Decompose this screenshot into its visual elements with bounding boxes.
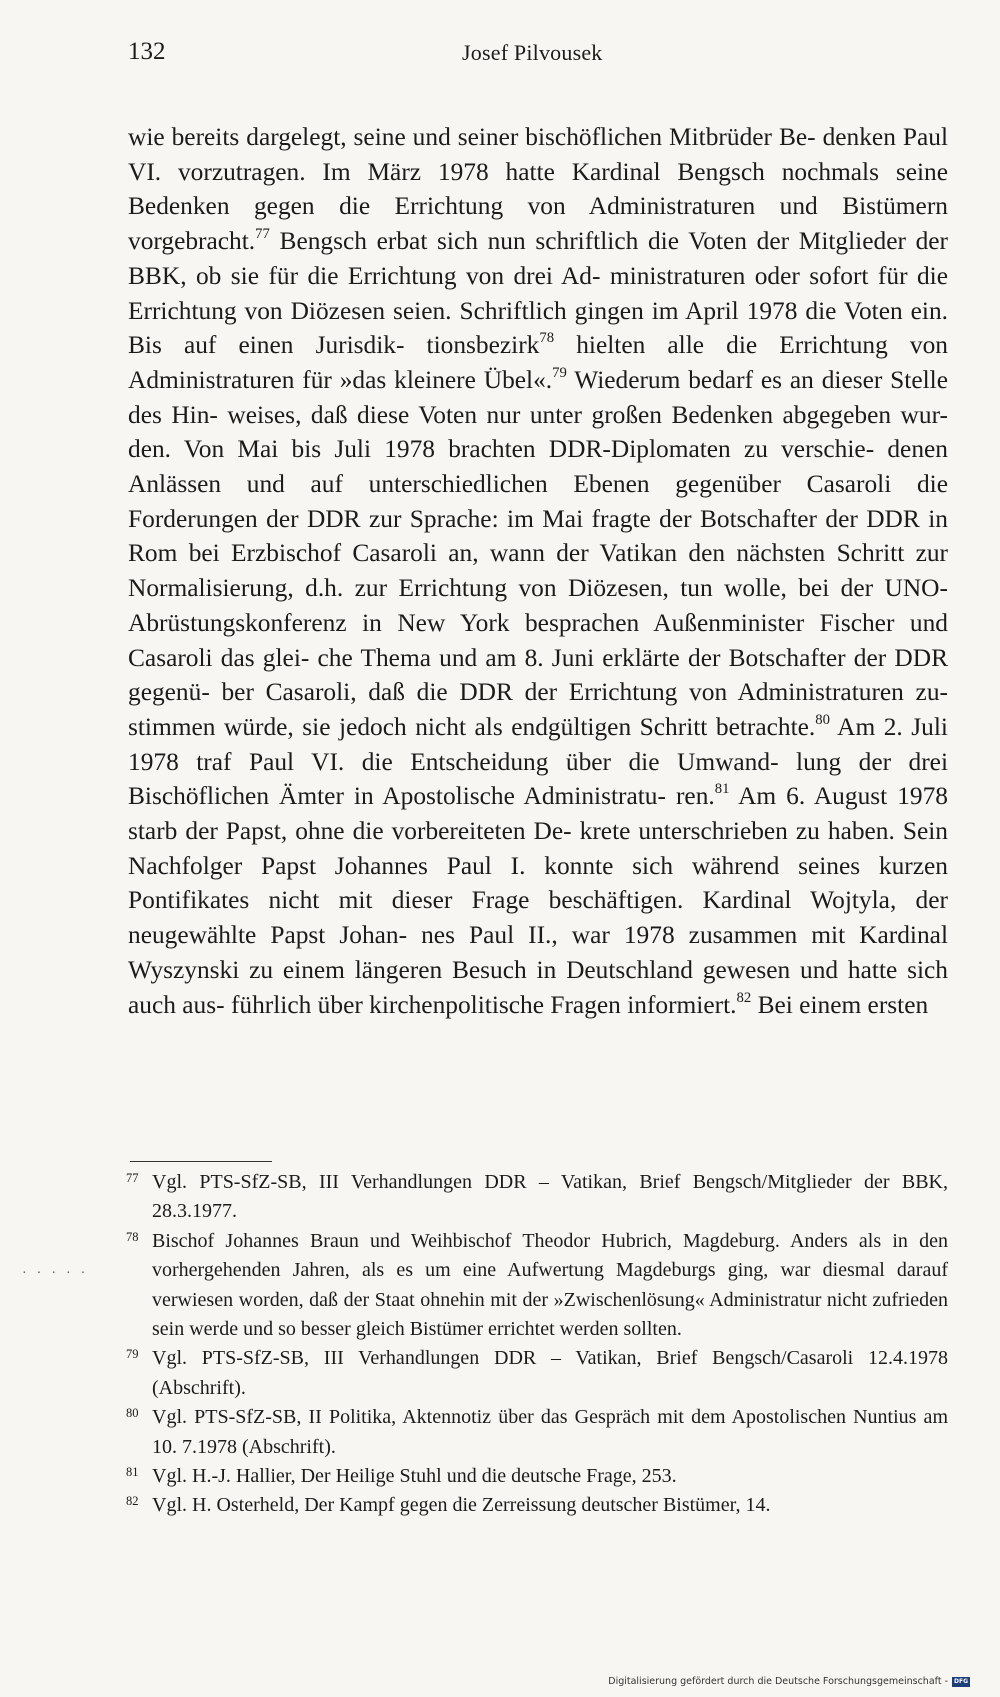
footnote-text: Vgl. H.-J. Hallier, Der Heilige Stuhl und die deutsche Frage, 253. bbox=[152, 1465, 677, 1488]
footnote bbox=[126, 1491, 948, 1520]
text-line: nes Paul II., war 1978 zusammen mit Kardinal Wyszynski zu einem bbox=[128, 921, 948, 984]
text-line: wie bereits dargelegt, seine und seiner bischöflichen Mitbrüder Be- bbox=[128, 123, 816, 151]
page-header bbox=[128, 38, 948, 78]
text-line: hielten alle die Errichtung von Administraturen für bbox=[128, 331, 948, 394]
text-line: New York besprachen Außenminister Fischer und Casaroli das glei- bbox=[128, 608, 948, 672]
text-line: lung der drei Bischöflichen Ämter in Apostolische Administratu- bbox=[128, 747, 948, 811]
footnote-number: 80 bbox=[126, 1406, 139, 1421]
text-line: und Bistümern vorgebracht. bbox=[128, 192, 948, 256]
footnote-ref: 79 bbox=[552, 364, 567, 381]
footnote bbox=[126, 1344, 948, 1403]
text-line: Wiederum bedarf es an dieser Stelle des Hin- bbox=[128, 365, 949, 429]
text-line: tionsbezirk bbox=[426, 331, 540, 360]
text-line: »das kleinere Übel«. bbox=[339, 365, 553, 394]
text-line: Voten der Mitglieder der BBK, ob sie für die Errichtung von drei Ad- bbox=[128, 227, 949, 290]
footnote-text: Vgl. PTS-SfZ-SB, III Verhandlungen DDR – Vatikan, Brief Bengsch/Mitglieder der BBK, 28.3.1977. bbox=[152, 1171, 948, 1223]
text-line: weises, daß diese Voten nur unter großen Bedenken abgegeben wur- bbox=[227, 400, 948, 429]
text-line: Vatikan den nächsten Schritt zur Normalisierung, d.h. zur Errichtung bbox=[128, 539, 949, 603]
text-line: nochmals seine Bedenken gegen die Errichtung von Administraturen bbox=[128, 157, 949, 221]
footnote-text: Vgl. H. Osterheld, Der Kampf gegen die Zerreissung deutscher Bistümer, 14. bbox=[152, 1494, 771, 1517]
digitization-credit bbox=[608, 1676, 970, 1687]
footnote-text: Vgl. PTS-SfZ-SB, II Politika, Aktennotiz über das Gespräch mit dem Apostolischen Nuntius am 10. 7.1978 (Abschrift). bbox=[152, 1406, 948, 1458]
text-line: den. Von Mai bis Juli 1978 brachten DDR-Diplomaten zu verschie- bbox=[128, 435, 875, 464]
footnote-number: 81 bbox=[126, 1465, 139, 1480]
footnote-number: 77 bbox=[126, 1171, 139, 1185]
text-line: führlich über kirchenpolitische Fragen informiert. bbox=[230, 990, 737, 1019]
text-line: krete unterschrieben zu haben. Sein Nachfolger Papst Johannes Paul bbox=[128, 817, 949, 880]
footnote bbox=[126, 1403, 948, 1462]
text-line: Schriftlich gingen im April 1978 die Voten ein. Bis auf einen Jurisdik- bbox=[128, 296, 949, 360]
footnote-number: 79 bbox=[126, 1347, 139, 1362]
text-line: Casaroli die Forderungen der DDR zur Sprache: im Mai fragte der bbox=[128, 470, 948, 533]
text-line: Frage beschäftigen. Kardinal Wojtyla, der neugewählte Papst Johan- bbox=[128, 886, 948, 950]
footnote-ref: 82 bbox=[736, 989, 752, 1006]
footnote bbox=[126, 1462, 948, 1491]
running-head: Josef Pilvousek bbox=[462, 40, 603, 65]
text-line: Botschafter der DDR in Rom bei Erzbischof Casaroli an, wann der bbox=[128, 504, 948, 568]
main-text bbox=[128, 120, 948, 1022]
text-line: von Diözesen, tun wolle, bei der UNO-Abrüstungskonferenz in bbox=[128, 574, 948, 637]
footnotes bbox=[126, 1168, 948, 1521]
text-line: I. konnte sich während seines kurzen Pontifikates nicht mit dieser bbox=[128, 851, 948, 915]
footnote-separator bbox=[130, 1161, 272, 1162]
text-line: längeren Besuch in Deutschland gewesen und hatte sich auch aus- bbox=[128, 955, 948, 1019]
text-line: denken Paul VI. vorzutragen. Im März 1978 hatte Kardinal Bengsch bbox=[128, 123, 948, 186]
text-line: Am 2. Juli 1978 traf Paul VI. die Entscheidung über die Umwand- bbox=[128, 712, 948, 776]
text-line: stimmen würde, sie jedoch nicht als endgültigen Schritt betrachte. bbox=[128, 712, 816, 741]
text-line: che Thema und am 8. Juni erklärte der Botschafter der DDR gegenü- bbox=[128, 643, 949, 707]
footnote-ref: 81 bbox=[714, 781, 730, 798]
page-number: 132 bbox=[128, 38, 166, 65]
footnote-text: Vgl. PTS-SfZ-SB, III Verhandlungen DDR – Vatikan, Brief Bengsch/Casaroli 12.4.1978 (Abschrift). bbox=[152, 1347, 948, 1399]
footnote-ref: 77 bbox=[255, 226, 270, 243]
footnote-number: 82 bbox=[126, 1494, 139, 1509]
footnote-ref: 80 bbox=[815, 711, 830, 728]
footnote-ref: 78 bbox=[539, 330, 555, 347]
text-line: ministraturen oder sofort für die Errichtung von Diözesen seien. bbox=[128, 261, 948, 325]
footnote-number: 78 bbox=[126, 1229, 139, 1244]
footnote bbox=[126, 1227, 948, 1345]
dfg-logo: DFG bbox=[953, 1677, 968, 1685]
text-line: Bei einem ersten bbox=[751, 990, 929, 1019]
text-line: Am 6. August 1978 starb der Papst, ohne die vorbereiteten De- bbox=[128, 782, 948, 846]
footnote-text: Bischof Johannes Braun und Weihbischof Theodor Hubrich, Magdeburg. Anders als in den vorhergehenden Jahren, als es um eine Aufwertung Magdeburgs ging, war diesmal darauf verwiesen worden, daß der Staat ohnehin mit der »Zwischenlösung« Administratur nicht zufrieden sein werde und so besser gleich Bistümer errichtet werden sollten. bbox=[152, 1229, 948, 1341]
text-line: Bengsch erbat sich nun schriftlich die bbox=[269, 227, 679, 256]
text-line: ren. bbox=[675, 782, 715, 811]
footnote bbox=[126, 1168, 948, 1227]
text-line: denen Anlässen und auf unterschiedlichen Ebenen gegenüber bbox=[128, 435, 948, 499]
credit-text: Digitalisierung gefördert durch die Deutsche Forschungsgemeinschaft - bbox=[608, 1676, 948, 1687]
text-line: ber Casaroli, daß die DDR der Errichtung von Administraturen zu- bbox=[221, 678, 948, 707]
scan-artifact-dots: ····· bbox=[22, 1266, 96, 1281]
